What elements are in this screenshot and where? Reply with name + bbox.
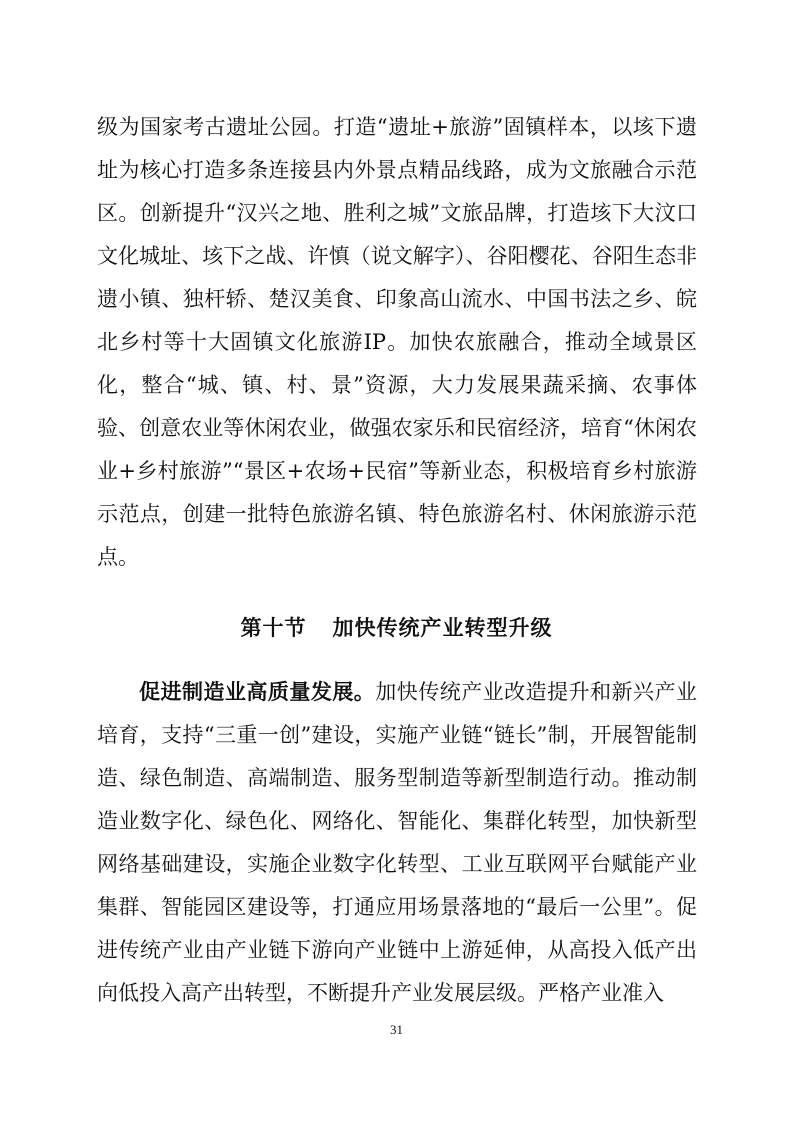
page-number: 31 bbox=[390, 1022, 403, 1037]
paragraph-lead: 促进制造业高质量发展。 bbox=[139, 680, 376, 704]
section-heading bbox=[0, 607, 793, 650]
body-paragraph-2 bbox=[97, 671, 697, 1015]
section-title: 加快传统产业转型升级 bbox=[332, 616, 553, 640]
section-number: 第十节 bbox=[240, 616, 307, 640]
body-paragraph: 级为国家考古遗址公园。打造“遗址+旅游”固镇样本，以垓下遗址为核心打造多条连接县内外景点精品线路，成为文旅融合示范区。创新提升“汉兴之地、胜利之城”文旅品牌，打造垓下大汶口文化城址、垓下之战、许慎（说文解字）、谷阳樱花、谷阳生态非遗小镇、独杆轿、楚汉美食、印象高山流水、中国书法之乡、皖北乡村等十大固镇文化旅游IP。加快农旅融合，推动全域景区化，整合“城、镇、村、景”资源，大力发展果蔬采摘、农事体验、创意农业等休闲农业，做强农家乐和民宿经济，培育“休闲农业+乡村旅游”“景区+农场+民宿”等新业态，积极培育乡村旅游示范点，创建一批特色旅游名镇、特色旅游名村、休闲旅游示范点。 bbox=[97, 115, 697, 569]
paragraph-body: 加快传统产业改造提升和新兴产业培育，支持“三重一创”建设，实施产业链“链长”制，开展智能制造、绿色制造、高端制造、服务型制造等新型制造行动。推动制造业数字化、绿色化、网络化、智能化、集群化转型，加快新型网络基础建设，实施企业数字化转型、工业互联网平台赋能产业集群、智能园区建设等，打通应用场景落地的“最后一公里”。促进传统产业由产业链下游向产业链中上游延伸，从高投入低产出向低投入高产出转型，不断提升产业发展层级。严格产业准入 bbox=[97, 680, 697, 1005]
